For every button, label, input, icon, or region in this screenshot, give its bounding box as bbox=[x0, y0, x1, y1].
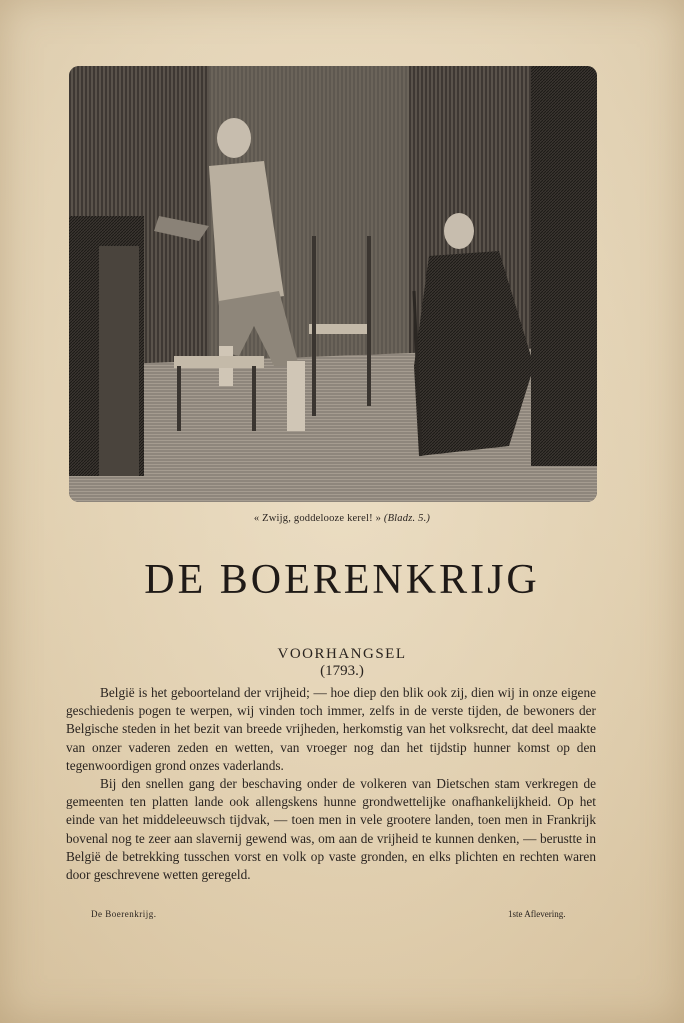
caption-quote: « Zwijg, goddelooze kerel! » bbox=[253, 513, 382, 524]
illustration-caption bbox=[0, 513, 684, 524]
engraving-image bbox=[69, 66, 597, 502]
paragraph: Bij den snellen gang der beschaving onder de volkeren van Dietschen stam verkregen de gemeenten ten platten lande ook allengskens hunne grondwettelijke onafhankelijkheid. Op het einde van het middeleeuwsch tijdvak, — toen men in vele grootere landen, toen men in Frankrijk bovenal nog te zeer aan slavernij gewend was, om aan de vrijheid te kunnen denken, — berustte in België de betrekking tusschen vorst en volk op vaste gronden, en elks plichten en rechten waren door geschrevene wetten geregeld. bbox=[66, 776, 596, 883]
engraving-illustration bbox=[69, 66, 597, 502]
section-heading: VOORHANGSEL bbox=[277, 646, 407, 662]
footer-running-title: De Boerenkrijg. bbox=[91, 909, 157, 919]
footer-installment: 1ste Aflevering. bbox=[508, 909, 566, 919]
paragraph: België is het geboorteland der vrijheid; — hoe diep den blik ook zij, dien wij in onze eigene geschiedenis pogen te werpen, wij vinden toch immer, zelfs in de verste tijden, de bewoners der Belgische steden in het bezit van breede vrijheden, herkomstig van het volksrecht, dat deel maakte van onzer vaderen zeden en wetten, van vroeger nog dan het tijdstip hunner komst op den tegenwoordigen grond onzes vaderlands. bbox=[66, 685, 596, 773]
book-title: DE BOERENKRIJG bbox=[144, 557, 540, 603]
caption-page-reference: (Bladz. 5.) bbox=[383, 513, 431, 524]
section-year: (1793.) bbox=[320, 663, 364, 679]
body-text bbox=[66, 684, 596, 884]
